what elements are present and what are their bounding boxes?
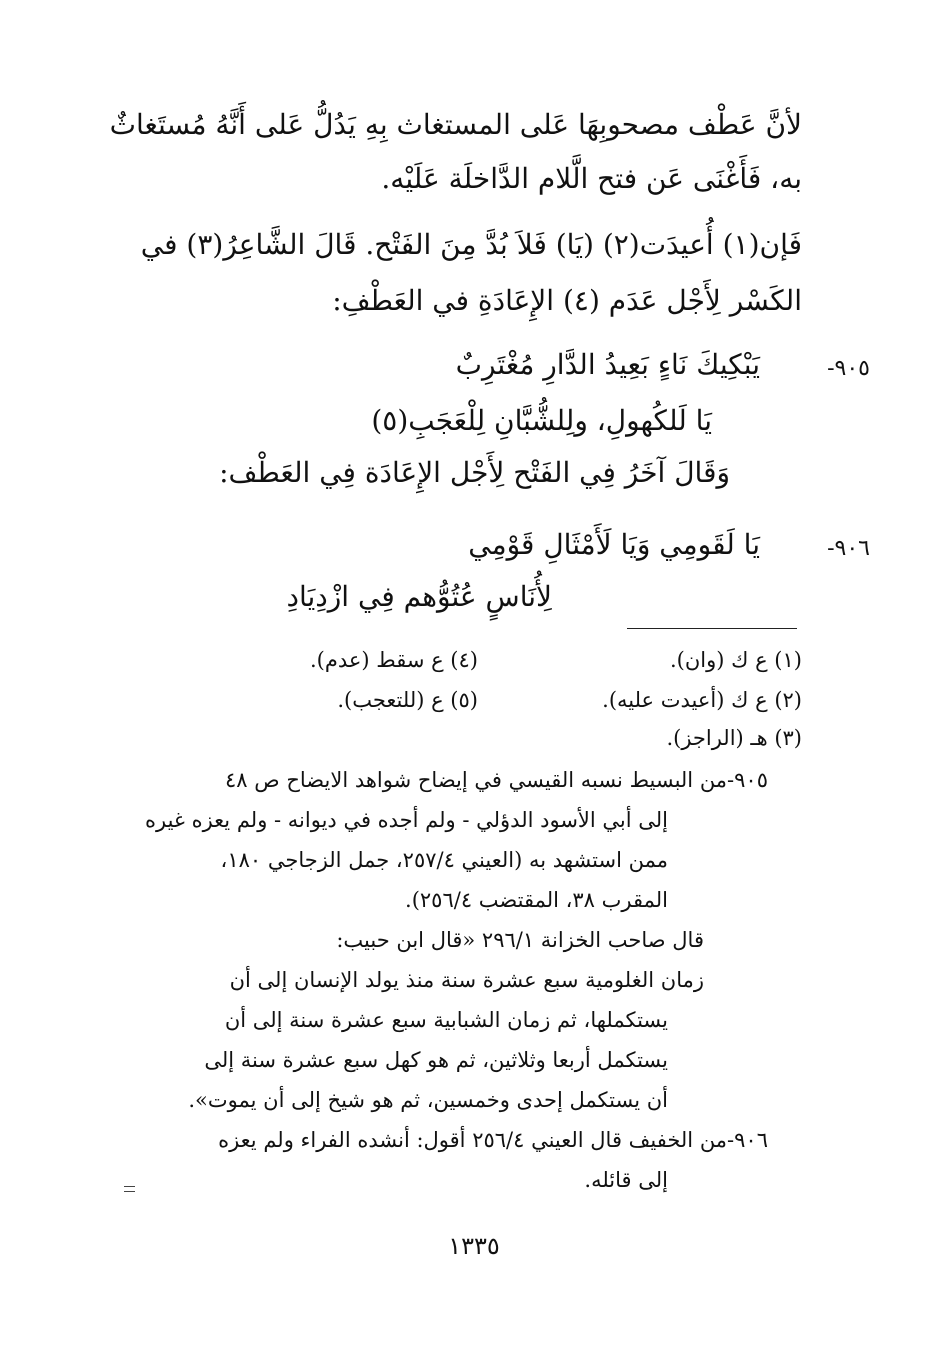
verse-905-second-hemistich: يَا لَلكُهولِ، ولِلشُّبَّانِ لِلْعَجَبِ(٥) — [371, 404, 712, 437]
verse-906-number: ٩٠٦- — [827, 536, 870, 561]
commentary-line-8: يستكمل أربعا وثلاثين، ثم هو كهل سبع عشرة سنة إلى — [204, 1048, 668, 1072]
verse-905-first-hemistich: يَبْكِيكَ نَاءٍ بَعِيدُ الدَّارِ مُغْتَرِبٌ — [455, 348, 760, 381]
transition-line: وَقَالَ آخَرُ فِي الفَتْح لِأَجْل الإِعَادَة فِي العَطْف: — [219, 456, 730, 489]
verse-906-second-hemistich: لِأُنَاسٍ عُتُوُّهم فِي ازْدِيَادِ — [286, 580, 552, 613]
commentary-line-1: ٩٠٥-من البسيط نسبه القيسي في إيضاح شواهد الايضاح ص ٤٨ — [225, 768, 768, 792]
commentary-line-4: المقرب ٣٨، المقتضب ٢٥٦/٤). — [405, 888, 668, 912]
verse-905-number: ٩٠٥- — [827, 356, 870, 381]
commentary-line-6: زمان الغلومية سبع عشرة سنة منذ يولد الإنسان إلى أن — [229, 968, 704, 992]
verse-906-first-hemistich: يَا لَقَومِي وَيَا لَأَمْثَالِ قَوْمِي — [468, 528, 760, 561]
page-number: ١٣٣٥ — [448, 1232, 500, 1260]
footnote-1: (١) ع ك (وان). — [669, 648, 802, 672]
body-line-2: به، فَأَغْنَى عَن فتح الَّلام الدَّاخلَة عَلَيْه. — [381, 162, 802, 195]
commentary-line-2: إلى أبي الأسود الدؤلي - ولم أجده في ديوانه - ولم يعزه غيره — [145, 808, 668, 832]
margin-mark — [124, 1186, 135, 1192]
commentary-line-9: أن يستكمل إحدى وخمسين، ثم هو شيخ إلى أن يموت». — [188, 1088, 668, 1112]
commentary-line-3: ممن استشهد به (العيني ٢٥٧/٤، جمل الزجاجي ١٨٠، — [220, 848, 668, 872]
body-line-3: فَإن(١) أُعيدَت(٢) (يَا) فَلاَ بُدَّ مِنَ الفَتْح. قَالَ الشَّاعِرُ(٣) في — [140, 228, 802, 261]
commentary-line-5: قال صاحب الخزانة ٢٩٦/١ «قال ابن حبيب: — [336, 928, 704, 952]
body-line-4: الكَسْر لِأَجْل عَدَم (٤) الإِعَادَةِ في العَطْفِ: — [332, 284, 802, 317]
commentary-line-11: إلى قائله. — [584, 1168, 668, 1192]
body-line-1: لأنَّ عَطْف مصحوبِهَا عَلى المستغاث بِهِ يَدُلُّ عَلى أَنَّهُ مُستَغاثٌ — [109, 108, 802, 141]
commentary-line-7: يستكملها، ثم زمان الشبابية سبع عشرة سنة إلى أن — [224, 1008, 668, 1032]
footnote-2: (٢) ع ك (أعيدت عليه). — [602, 688, 802, 712]
footnote-4: (٤) ع سقط (عدم). — [309, 648, 478, 672]
footnote-3: (٣) هـ (الراجز). — [666, 726, 802, 750]
footnote-5: (٥) ع (للتعجب). — [337, 688, 478, 712]
footnote-divider — [627, 628, 797, 629]
commentary-line-10: ٩٠٦-من الخفيف قال العيني ٢٥٦/٤ أقول: أنشده الفراء ولم يعزه — [218, 1128, 768, 1152]
